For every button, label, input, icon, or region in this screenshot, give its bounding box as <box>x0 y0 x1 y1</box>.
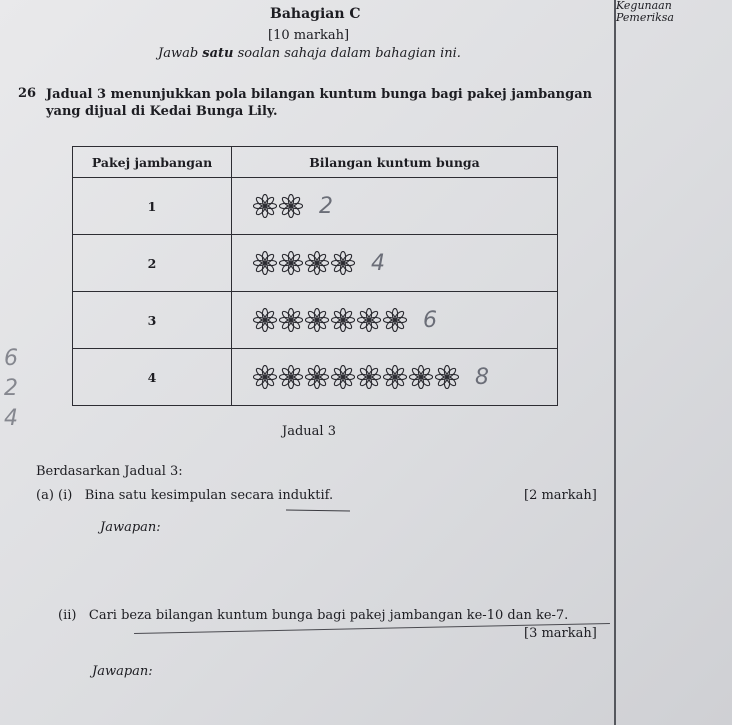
handwritten-count: 2 <box>319 193 333 219</box>
part-a-marks: [2 markah] <box>524 488 597 503</box>
table-caption: Jadual 3 <box>282 424 336 439</box>
part-intro: Berdasarkan Jadual 3: <box>36 464 183 479</box>
flower-icon <box>279 194 303 218</box>
part-b-question: (ii) Cari beza bilangan kuntum bunga bagi pakej jambangan ke-10 dan ke-7. <box>58 608 569 623</box>
table-row <box>73 235 558 292</box>
flower-cell <box>232 349 558 406</box>
flower-icon <box>279 251 303 275</box>
part-a-answer-label: Jawapan: <box>100 520 161 535</box>
margin-scribble: 4 <box>4 406 18 431</box>
table-row <box>73 292 558 349</box>
question-number: 26 <box>18 86 37 101</box>
package-cell: 4 <box>73 349 232 406</box>
flower-icon <box>253 308 277 332</box>
section-title: Bahagian C <box>270 6 361 22</box>
section-instruction: Jawab satu soalan sahaja dalam bahagian ini. <box>158 46 461 61</box>
handwritten-count: 4 <box>371 250 385 276</box>
handwritten-count: 6 <box>423 307 437 333</box>
part-b-marks: [3 markah] <box>524 626 597 641</box>
flower-cell <box>232 292 558 349</box>
flower-icon <box>409 365 433 389</box>
flower-cell <box>232 178 558 235</box>
table-row <box>73 349 558 406</box>
flower-icon <box>331 365 355 389</box>
flower-icon <box>253 251 277 275</box>
part-b-answer-label: Jawapan: <box>92 664 153 679</box>
flower-icon <box>331 308 355 332</box>
part-a-question: (a) (i) Bina satu kesimpulan secara induktif. <box>36 488 334 503</box>
flower-icon <box>305 365 329 389</box>
flower-icon <box>383 308 407 332</box>
section-marks: [10 markah] <box>268 28 350 43</box>
table-header-flower-count: Bilangan kuntum bunga <box>232 147 558 178</box>
question-text: Jadual 3 menunjukkan pola bilangan kuntum bunga bagi pakej jambangan yang dijual di Kedai Bunga Lily. <box>46 87 593 119</box>
examiner-margin-line <box>614 0 616 725</box>
margin-scribble: 6 <box>4 346 18 371</box>
package-cell: 1 <box>73 178 232 235</box>
flower-icon <box>279 365 303 389</box>
flower-cell <box>232 235 558 292</box>
pencil-underline <box>286 509 350 511</box>
flower-icon <box>435 365 459 389</box>
flower-icon <box>253 194 277 218</box>
package-cell: 3 <box>73 292 232 349</box>
margin-scribble: 2 <box>4 376 18 401</box>
handwritten-count: 8 <box>475 364 489 390</box>
flower-icon <box>357 365 381 389</box>
flower-icon <box>279 308 303 332</box>
table-header-package: Pakej jambangan <box>73 147 232 178</box>
flower-icon <box>305 251 329 275</box>
flower-pattern-table <box>72 146 558 406</box>
package-cell: 2 <box>73 235 232 292</box>
table-row <box>73 178 558 235</box>
flower-icon <box>383 365 407 389</box>
flower-icon <box>357 308 381 332</box>
flower-icon <box>253 365 277 389</box>
flower-icon <box>305 308 329 332</box>
examiner-use-label: Kegunaan Pemeriksa <box>615 0 674 24</box>
flower-icon <box>331 251 355 275</box>
